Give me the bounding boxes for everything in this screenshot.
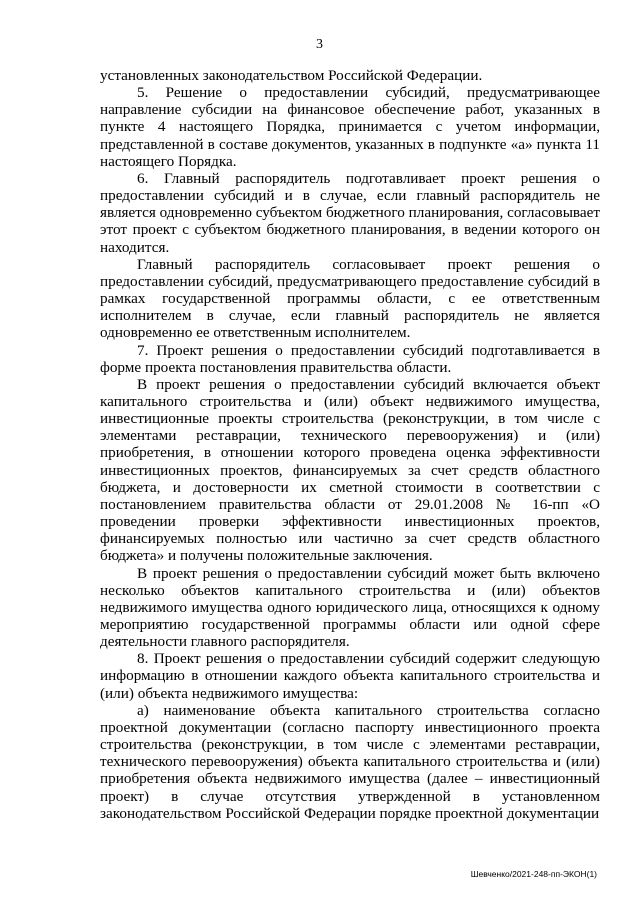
- paragraph-item-8: 8. Проект решения о предоставлении субсидий содержит следующую информацию в отношении каждого объекта капитального строительства и (или) объекта недвижимого имущества:: [100, 650, 600, 702]
- paragraph-item-6: 6. Главный распорядитель подготавливает проект решения о предоставлении субсидий и в случае, если главный распорядитель не является одновременно субъектом бюджетного планирования, согласовывает этот проект с субъектом бюджетного планирования, в ведении которого он находится.: [100, 169, 600, 256]
- document-body: [100, 67, 600, 822]
- page-number: 3: [316, 37, 323, 52]
- paragraph-continuation: установленных законодательством Российской Федерации.: [100, 67, 483, 84]
- paragraph-item-7-multiple-objects: В проект решения о предоставлении субсидий может быть включено несколько объектов капитального строительства и (или) объектов недвижимого имущества одного юридического лица, относящихся к одному мероприятию государственной программы области или одной сфере деятельности главного распорядителя.: [100, 564, 600, 651]
- paragraph-item-7-inclusion: В проект решения о предоставлении субсидий включается объект капитального строительства и (или) объект недвижимого имущества, инвестиционные проекты строительства (реконструкции, в том числе с элементами реставрации, технического перевооружения) и (или) приобретения, в отношении которого проведена оценка эффективности инвестиционных проектов, финансируемых за счет средств областного бюджета, и достоверности их сметной стоимости в соответствии с постановлением правительства области от 29.01.2008 № 16-пп «О проведении проверки эффективности инвестиционных проектов, финансируемых полностью или частично за счет средств областного бюджета» и получены положительные заключения.: [100, 375, 600, 565]
- paragraph-item-5: 5. Решение о предоставлении субсидий, предусматривающее направление субсидии на финансовое обеспечение работ, указанных в пункте 4 настоящего Порядка, принимается с учетом информации, представленной в составе документов, указанных в подпункте «а» пункта 11 настоящего Порядка.: [100, 84, 600, 170]
- paragraph-item-6-approval: Главный распорядитель согласовывает проект решения о предоставлении субсидий, предусматривающего предоставление субсидий в рамках государственной программы области, с ее ответственным исполнителем в случае, если главный распорядитель не является одновременно ее ответственным исполнителем.: [100, 255, 600, 342]
- paragraph-item-8-subitem-a: а) наименование объекта капитального строительства согласно проектной документации (согласно паспорту инвестиционного проекта строительства (реконструкции, в том числе с элементами реставрации, технического перевооружения) объекта капитального строительства и (или) приобретения объекта недвижимого имущества (далее – инвестиционный проект) в случае отсутствия утвержденной в установленном законодательством Российской Федерации порядке проектной документации: [100, 701, 600, 822]
- footer-document-code: Шевченко/2021-248-пп-ЭКОН(1): [470, 869, 597, 879]
- paragraph-item-7: 7. Проект решения о предоставлении субсидий подготавливается в форме проекта постановления правительства области.: [100, 341, 600, 376]
